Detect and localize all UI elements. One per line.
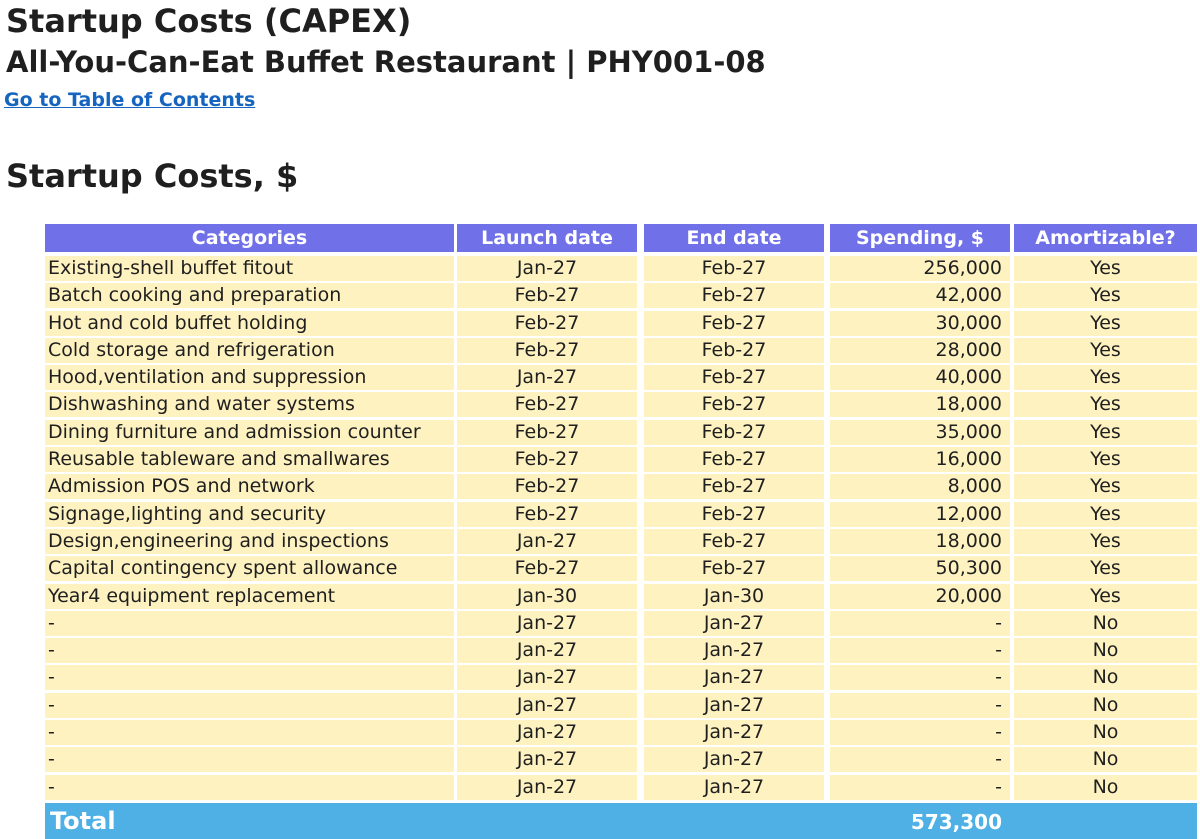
cell-amortizable: Yes [1014, 283, 1197, 308]
cell-category: - [45, 775, 454, 800]
cell-spending: 8,000 [830, 474, 1010, 499]
cell-category: Hood,ventilation and suppression [45, 365, 454, 390]
cell-launch-date: Jan-27 [457, 665, 637, 690]
cell-category: - [45, 665, 454, 690]
table-row [45, 365, 1197, 392]
cell-launch-date: Jan-27 [457, 720, 637, 745]
cell-end-date: Jan-27 [644, 775, 824, 800]
cell-launch-date: Feb-27 [457, 338, 637, 363]
column-header-spending: Spending, $ [830, 224, 1010, 252]
column-header-end-date: End date [644, 224, 824, 252]
cell-amortizable: Yes [1014, 556, 1197, 581]
table-row [45, 611, 1197, 638]
total-label: Total [50, 807, 116, 835]
cell-amortizable: Yes [1014, 502, 1197, 527]
cell-launch-date: Feb-27 [457, 420, 637, 445]
cell-spending: 18,000 [830, 529, 1010, 554]
table-row [45, 556, 1197, 583]
cell-category: Year4 equipment replacement [45, 584, 454, 609]
cell-launch-date: Jan-27 [457, 529, 637, 554]
cell-amortizable: Yes [1014, 256, 1197, 281]
table-row [45, 392, 1197, 419]
table-row [45, 502, 1197, 529]
table-row [45, 775, 1197, 802]
table-of-contents-link[interactable]: Go to Table of Contents [4, 89, 256, 111]
table-row [45, 747, 1197, 774]
cell-category: Signage,lighting and security [45, 502, 454, 527]
column-header-amortizable: Amortizable? [1014, 224, 1197, 252]
cell-category: - [45, 747, 454, 772]
cell-spending: 50,300 [830, 556, 1010, 581]
table-row [45, 638, 1197, 665]
cell-amortizable: Yes [1014, 365, 1197, 390]
table-row [45, 720, 1197, 747]
column-header-launch-date: Launch date [457, 224, 637, 252]
cell-spending: - [830, 747, 1010, 772]
cell-end-date: Feb-27 [644, 502, 824, 527]
cell-category: Reusable tableware and smallwares [45, 447, 454, 472]
cell-amortizable: No [1014, 775, 1197, 800]
table-row [45, 311, 1197, 338]
table-row [45, 447, 1197, 474]
table-row [45, 665, 1197, 692]
cell-category: - [45, 720, 454, 745]
cell-category: Hot and cold buffet holding [45, 311, 454, 336]
table-body [45, 256, 1197, 802]
cell-spending: 40,000 [830, 365, 1010, 390]
cell-spending: 28,000 [830, 338, 1010, 363]
table-row [45, 584, 1197, 611]
table-row [45, 283, 1197, 310]
cell-spending: 12,000 [830, 502, 1010, 527]
cell-launch-date: Feb-27 [457, 311, 637, 336]
cell-end-date: Jan-27 [644, 720, 824, 745]
cell-launch-date: Feb-27 [457, 474, 637, 499]
cell-category: Cold storage and refrigeration [45, 338, 454, 363]
cell-amortizable: Yes [1014, 529, 1197, 554]
cell-end-date: Jan-27 [644, 611, 824, 636]
startup-costs-table [45, 224, 1197, 802]
table-row [45, 256, 1197, 283]
cell-amortizable: No [1014, 720, 1197, 745]
cell-spending: - [830, 720, 1010, 745]
cell-spending: - [830, 611, 1010, 636]
cell-launch-date: Jan-27 [457, 256, 637, 281]
cell-amortizable: Yes [1014, 420, 1197, 445]
cell-launch-date: Feb-27 [457, 447, 637, 472]
cell-spending: 16,000 [830, 447, 1010, 472]
cell-amortizable: Yes [1014, 584, 1197, 609]
cell-spending: 30,000 [830, 311, 1010, 336]
cell-amortizable: Yes [1014, 311, 1197, 336]
table-row [45, 474, 1197, 501]
page-title: Startup Costs (CAPEX) [6, 2, 412, 40]
cell-end-date: Jan-27 [644, 665, 824, 690]
cell-category: Existing-shell buffet fitout [45, 256, 454, 281]
cell-launch-date: Feb-27 [457, 502, 637, 527]
cell-spending: 256,000 [830, 256, 1010, 281]
cell-spending: 35,000 [830, 420, 1010, 445]
cell-amortizable: No [1014, 611, 1197, 636]
total-value: 573,300 [910, 810, 1002, 834]
cell-end-date: Jan-30 [644, 584, 824, 609]
cell-spending: - [830, 775, 1010, 800]
cell-launch-date: Feb-27 [457, 283, 637, 308]
table-header-row [45, 224, 1197, 256]
cell-end-date: Jan-27 [644, 747, 824, 772]
cell-category: - [45, 611, 454, 636]
cell-category: Admission POS and network [45, 474, 454, 499]
cell-launch-date: Jan-27 [457, 365, 637, 390]
cell-spending: - [830, 693, 1010, 718]
cell-end-date: Feb-27 [644, 311, 824, 336]
cell-amortizable: No [1014, 693, 1197, 718]
cell-spending: - [830, 665, 1010, 690]
cell-launch-date: Jan-27 [457, 638, 637, 663]
cell-end-date: Feb-27 [644, 474, 824, 499]
cell-category: - [45, 693, 454, 718]
cell-end-date: Feb-27 [644, 283, 824, 308]
total-row [45, 803, 1197, 839]
cell-end-date: Feb-27 [644, 447, 824, 472]
page-subtitle: All-You-Can-Eat Buffet Restaurant | PHY001-08 [6, 45, 766, 79]
cell-amortizable: Yes [1014, 338, 1197, 363]
cell-spending: 20,000 [830, 584, 1010, 609]
cell-launch-date: Jan-27 [457, 775, 637, 800]
cell-category: Dining furniture and admission counter [45, 420, 454, 445]
cell-spending: 18,000 [830, 392, 1010, 417]
cell-end-date: Feb-27 [644, 420, 824, 445]
cell-category: Design,engineering and inspections [45, 529, 454, 554]
cell-end-date: Feb-27 [644, 338, 824, 363]
table-row [45, 420, 1197, 447]
cell-end-date: Feb-27 [644, 256, 824, 281]
cell-launch-date: Jan-27 [457, 693, 637, 718]
cell-category: - [45, 638, 454, 663]
table-row [45, 529, 1197, 556]
cell-launch-date: Jan-30 [457, 584, 637, 609]
cell-launch-date: Jan-27 [457, 611, 637, 636]
table-row [45, 338, 1197, 365]
cell-amortizable: No [1014, 747, 1197, 772]
column-header-categories: Categories [45, 224, 454, 252]
cell-end-date: Jan-27 [644, 638, 824, 663]
table-row [45, 693, 1197, 720]
cell-amortizable: Yes [1014, 447, 1197, 472]
section-title: Startup Costs, $ [6, 157, 299, 195]
cell-spending: - [830, 638, 1010, 663]
cell-end-date: Jan-27 [644, 693, 824, 718]
cell-amortizable: Yes [1014, 392, 1197, 417]
cell-amortizable: No [1014, 665, 1197, 690]
cell-launch-date: Jan-27 [457, 747, 637, 772]
cell-end-date: Feb-27 [644, 392, 824, 417]
cell-amortizable: Yes [1014, 474, 1197, 499]
cell-end-date: Feb-27 [644, 529, 824, 554]
cell-launch-date: Feb-27 [457, 392, 637, 417]
cell-category: Dishwashing and water systems [45, 392, 454, 417]
cell-spending: 42,000 [830, 283, 1010, 308]
cell-category: Batch cooking and preparation [45, 283, 454, 308]
cell-end-date: Feb-27 [644, 365, 824, 390]
cell-amortizable: No [1014, 638, 1197, 663]
cell-end-date: Feb-27 [644, 556, 824, 581]
cell-category: Capital contingency spent allowance [45, 556, 454, 581]
cell-launch-date: Feb-27 [457, 556, 637, 581]
